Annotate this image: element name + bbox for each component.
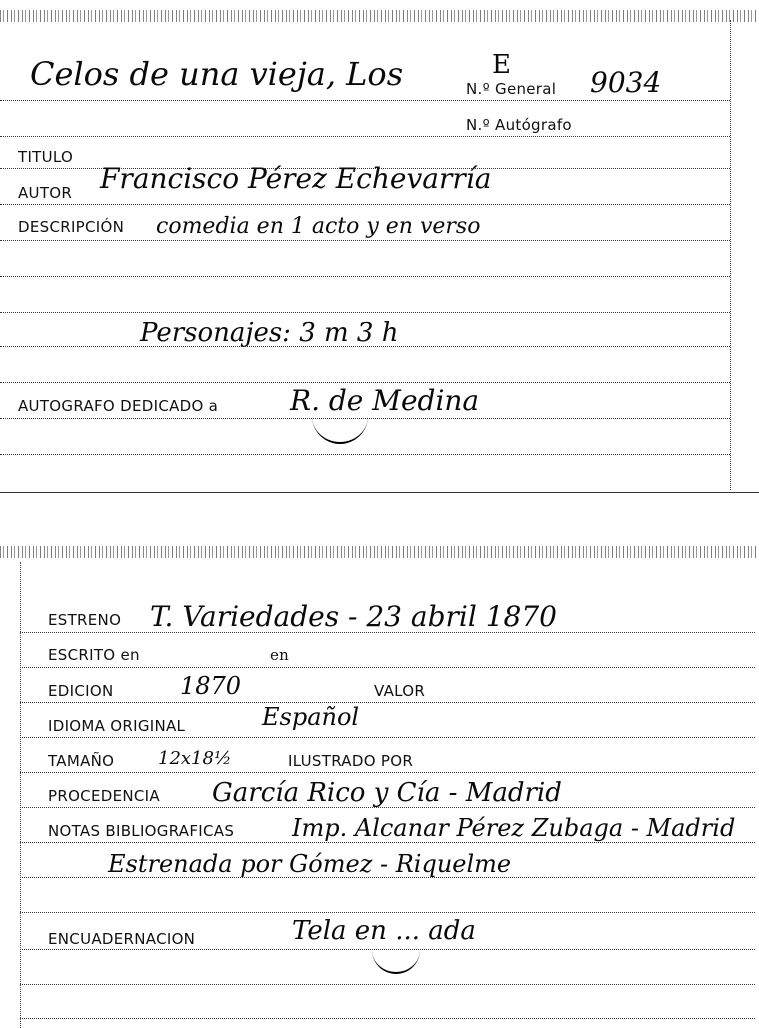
ruled-line [0, 204, 730, 205]
autor-label: AUTOR [18, 184, 73, 202]
notas-label: NOTAS BIBLIOGRAFICAS [48, 822, 235, 840]
ruled-line [20, 737, 755, 738]
descripcion-label: DESCRIPCIÓN [18, 218, 125, 236]
encuadernacion-label: ENCUADERNACION [48, 930, 196, 948]
ruled-line [20, 984, 755, 985]
ruled-line [0, 136, 730, 137]
ruled-line [20, 667, 755, 668]
ruled-line [0, 418, 730, 419]
ruled-line [0, 312, 730, 313]
ruled-line [20, 772, 755, 773]
autor-value: Francisco Pérez Echevarría [100, 162, 492, 195]
titulo-label: TITULO [18, 148, 74, 166]
ruled-line [0, 454, 730, 455]
encuadernacion-value: Tela en ... ada [292, 916, 476, 946]
autografo-dedicado-value: R. de Medina [290, 384, 480, 417]
ruled-line [20, 702, 755, 703]
ruled-line [0, 100, 730, 101]
numero-general-label: N.º General [466, 80, 557, 98]
ruled-line [20, 949, 755, 950]
valor-label: VALOR [374, 682, 426, 700]
numero-general-value: 9034 [590, 66, 662, 99]
card-edge-speckle [0, 546, 759, 558]
edicion-label: EDICION [48, 682, 114, 700]
ruled-line [0, 276, 730, 277]
idioma-label: IDIOMA ORIGINAL [48, 717, 186, 735]
catalog-card-bottom [0, 540, 759, 1028]
en-label: en [270, 646, 290, 664]
handwritten-title: Celos de una vieja, Los [30, 55, 404, 93]
autografo-dedicado-label: AUTOGRAFO DEDICADO a [18, 397, 219, 415]
card-edge-speckle [0, 10, 759, 22]
numero-general-mark: E [492, 50, 511, 80]
estreno-label: ESTRENO [48, 611, 122, 629]
ink-smudge [312, 410, 368, 444]
ruled-line [20, 877, 755, 878]
procedencia-label: PROCEDENCIA [48, 787, 160, 805]
personajes-value: Personajes: 3 m 3 h [140, 318, 399, 348]
ruled-line [0, 240, 730, 241]
ruled-line [20, 842, 755, 843]
ruled-line [0, 382, 730, 383]
ruled-line [20, 1018, 755, 1019]
idioma-value: Español [262, 703, 360, 731]
notas-value-2: Estrenada por Gómez - Riquelme [108, 850, 512, 878]
card-bottom-edge [0, 492, 759, 493]
edicion-value: 1870 [180, 672, 242, 700]
escrito-label: ESCRITO en [48, 646, 140, 664]
tamano-value: 12x18½ [158, 748, 232, 769]
numero-autografo-label: N.º Autógrafo [466, 116, 572, 134]
ilustrado-label: ILUSTRADO POR [288, 752, 414, 770]
ruled-line [20, 912, 755, 913]
notas-value: Imp. Alcanar Pérez Zubaga - Madrid [292, 814, 736, 842]
ruled-line [20, 632, 755, 633]
descripcion-value: comedia en 1 acto y en verso [156, 214, 481, 239]
ruled-line [20, 807, 755, 808]
card-right-border [730, 20, 731, 490]
tamano-label: TAMAÑO [48, 752, 115, 770]
catalog-card-top [0, 0, 759, 494]
ruled-line [0, 346, 730, 347]
estreno-value: T. Variedades - 23 abril 1870 [150, 600, 557, 633]
procedencia-value: García Rico y Cía - Madrid [212, 778, 562, 808]
